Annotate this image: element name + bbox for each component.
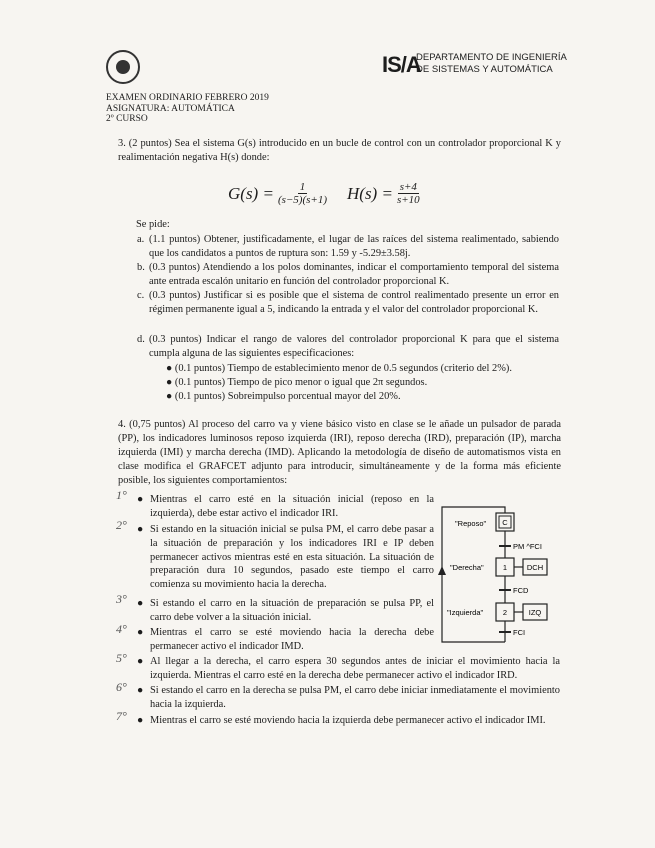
se-pide: Se pide: — [136, 219, 170, 230]
grafcet-return-arrow-icon — [438, 566, 446, 575]
department-name: DEPARTAMENTO DE INGENIERÍA DE SISTEMAS Y AUTOMÁTICA — [416, 52, 567, 75]
grafcet-step-label: 1 — [502, 563, 508, 572]
q4-behaviour: ● Mientras el carro se esté moviendo hacia la derecha debe permanecer activo el indicador IMD. — [137, 627, 434, 652]
handwritten-mark: 5° — [116, 651, 127, 665]
g-fraction: $\frac{1}{(s-5)(s+1)}$ — [277, 181, 327, 206]
grafcet-action-label: DCH — [526, 563, 544, 572]
q4-behaviour: ● Si estando el carro en la derecha se pulsa PM, el carro debe iniciar inmediatamente el movimiento hacia la izquierda. — [137, 685, 560, 710]
handwritten-mark: 6° — [116, 680, 127, 694]
q4-behaviour: ● Mientras el carro se esté moviendo hacia la izquierda debe permanecer activo el indicador IMI. — [137, 715, 546, 726]
q4-behaviour: ● Si estando el carro en la situación de preparación se pulsa PP, el carro debe volver a la situación inicial. — [137, 598, 434, 623]
h-fraction: $\frac{s+4}{s+10}$ — [396, 181, 420, 206]
grafcet-step-label: 2 — [502, 608, 508, 617]
q3-item-b: b. (0.3 puntos) Atendiendo a los polos dominantes, indicar el comportamiento temporal del sistema ante entrada escalón unitario en función del controlador proporcional K. — [137, 262, 559, 287]
exam-course: 2º CURSO — [106, 114, 148, 124]
handwritten-mark: 7° — [116, 709, 127, 723]
q3-item-a: a. (1.1 puntos) Obtener, justificadamente, el lugar de las raíces del sistema realimentado, sabiendo que los candidatos a puntos de ruptura son: 1.59 y -5.29±3.58j. — [137, 234, 559, 259]
grafcet-transition-label: PM ^FCI — [513, 542, 542, 551]
q3-bullet: ● (0.1 puntos) Tiempo de establecimiento menor de 0.5 segundos (criterio del 2%). — [166, 363, 512, 374]
q3-item-c: c. (0.3 puntos) Justificar si es posible que el sistema de control realimentado presente un error en régimen permanente igual a 5, indicando la entrada y el valor del controlador proporcional K. — [137, 290, 559, 315]
grafcet-transition-label: FCD — [513, 586, 529, 595]
q3-bullet: ● (0.1 puntos) Tiempo de pico menor o igual que 2π segundos. — [166, 377, 428, 388]
q3-bullet: ● (0.1 puntos) Sobreimpulso porcentual mayor del 20%. — [166, 391, 401, 402]
q4-behaviour: ● Al llegar a la derecha, el carro espera 30 segundos antes de iniciar el movimiento hacia la izquierda. Mientras el carro esté en la derecha debe permanecer activo el indicador IRD. — [137, 656, 560, 681]
grafcet-step-name: "Izquierda" — [447, 608, 484, 617]
q4-behaviour: ● Mientras el carro esté en la situación inicial (reposo en la izquierda), debe estar activo el indicador IRI. — [137, 494, 434, 519]
grafcet-step-name: "Derecha" — [450, 563, 484, 572]
q3-item-d: d. (0.3 puntos) Indicar el rango de valores del controlador proporcional K para que el sistema cumpla alguna de las siguientes especificaciones: — [137, 334, 559, 359]
handwritten-mark: 4° — [116, 622, 127, 636]
grafcet-step-label: C — [502, 518, 508, 527]
grafcet-action-label: IZQ — [528, 608, 542, 617]
h-label: H(s) = — [347, 183, 393, 203]
exam-subject: ASIGNATURA: AUTOMÁTICA — [106, 103, 235, 114]
g-label: G(s) = — [228, 183, 274, 203]
handwritten-mark: 2° — [116, 518, 127, 532]
grafcet-transition-label: FCI — [513, 628, 526, 637]
exam-title: EXAMEN ORDINARIO FEBRERO 2019 — [106, 93, 269, 103]
q4-behaviour: ● Si estando en la situación inicial se pulsa PM, el carro debe pasar a la situación de preparación y los indicadores IRI e IP deben permanecer activos mientras esté en esta situación. La situación de preparación dura 10 segundos, pasado este tiempo el carro comienza su movimiento hacia la derecha. — [137, 524, 434, 591]
handwritten-mark: 1° — [116, 488, 127, 502]
grafcet-step-name: "Reposo" — [455, 519, 487, 528]
handwritten-mark: 3° — [116, 592, 127, 606]
department-logo: IS/A — [382, 52, 421, 77]
q3-intro: 3. (2 puntos) Sea el sistema G(s) introducido en un bucle de control con un controlador proporcional K y realimentación negativa H(s) donde: — [118, 138, 561, 163]
q4-intro: 4. (0,75 puntos) Al proceso del carro va y viene básico visto en clase se le añade un pulsador de parada (PP), los indicadores luminosos reposo izquierda (IRI), reposo derecha (IRD), preparación (IP), marcha izquierda (IMI) y marcha derecha (IMD). Aplicando la metodología de diseño de automatismos vista en clase modifica el GRAFCET adjunto para introducir, simultáneamente y de la forma más eficiente posible, los siguientes comportamientos: — [118, 419, 561, 486]
